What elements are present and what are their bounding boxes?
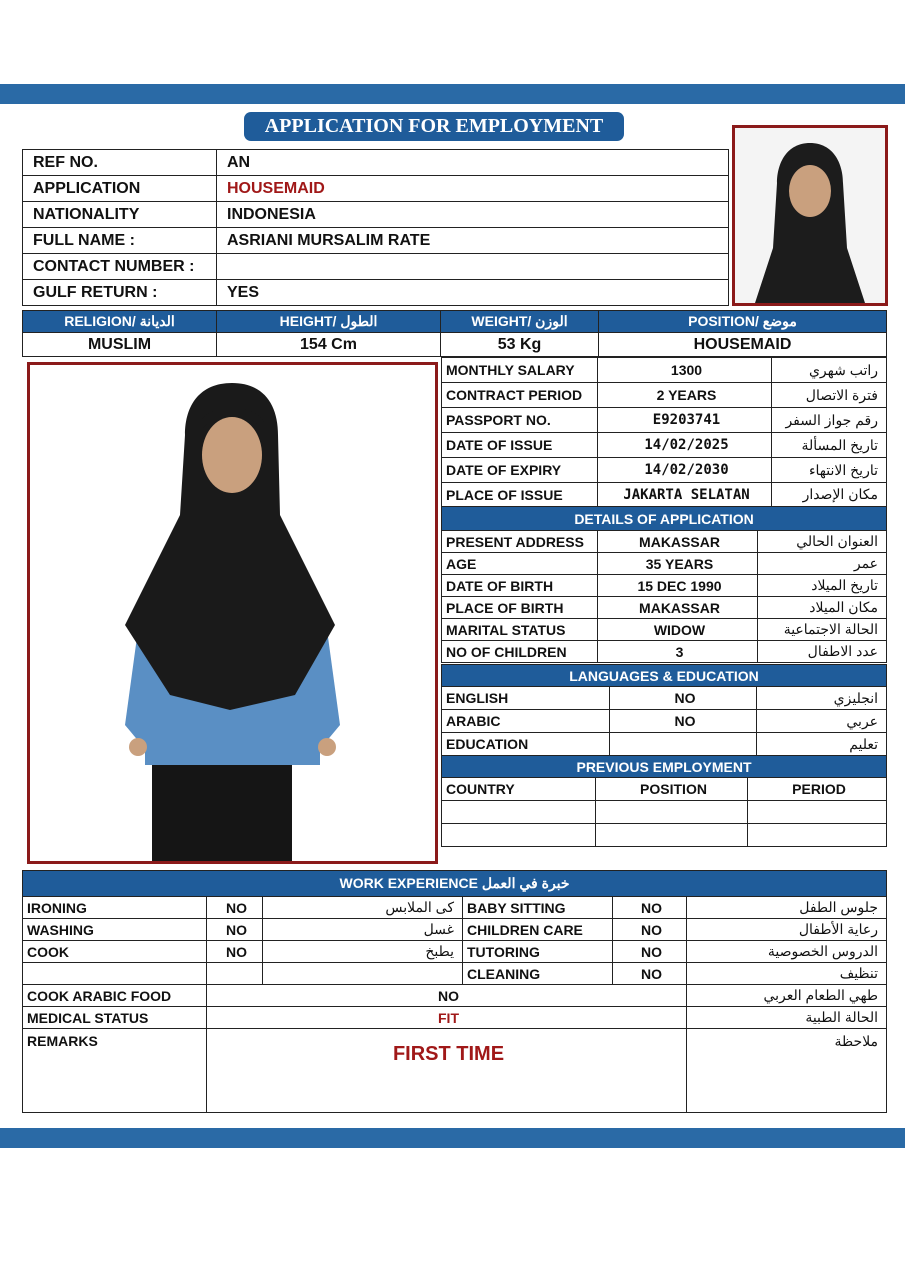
value: ASRIANI MURSALIM RATE [217,228,729,254]
label: DATE OF EXPIRY [442,458,598,483]
value: YES [217,280,729,306]
skill-label [23,963,207,985]
arabic-label: عدد الاطفال [758,641,887,663]
skill-label: COOK [23,941,207,963]
label: MARITAL STATUS [442,619,598,641]
contract-table [441,357,887,507]
arabic-label: رقم جواز السفر [772,408,887,433]
skill-label: BABY SITTING [463,897,613,919]
person-full-body-icon [30,365,435,861]
empty-cell [596,801,748,824]
arabic-label: عربي [757,710,887,733]
value: 14/02/2030 [598,458,772,483]
value: 14/02/2025 [598,433,772,458]
skill-value: NO [613,919,687,941]
label: DATE OF ISSUE [442,433,598,458]
form-title: APPLICATION FOR EMPLOYMENT [244,112,624,141]
value: MAKASSAR [598,597,758,619]
top-info-table [22,149,729,306]
skill-value: NO [207,897,263,919]
label: PASSPORT NO. [442,408,598,433]
previous-employment-title: PREVIOUS EMPLOYMENT [442,756,887,778]
position-value: HOUSEMAID [599,333,887,357]
label: DATE OF BIRTH [442,575,598,597]
skill-arabic [263,963,463,985]
label: PRESENT ADDRESS [442,531,598,553]
height-header: HEIGHT/ الطول [217,311,441,333]
skill-label: WASHING [23,919,207,941]
skill-arabic: رعاية الأطفال [687,919,887,941]
value: 15 DEC 1990 [598,575,758,597]
value: 2 YEARS [598,383,772,408]
medical-value: FIT [207,1007,687,1029]
empty-cell [442,824,596,847]
label: NATIONALITY [23,202,217,228]
height-value: 154 Cm [217,333,441,357]
value: E9203741 [598,408,772,433]
skill-value: NO [613,897,687,919]
arabic-label: راتب شهري [772,358,887,383]
skill-label: CLEANING [463,963,613,985]
value: MAKASSAR [598,531,758,553]
position-header: POSITION/ موضع [599,311,887,333]
label: GULF RETURN : [23,280,217,306]
value [610,733,757,756]
skill-value: NO [613,963,687,985]
value: INDONESIA [217,202,729,228]
empty-cell [442,801,596,824]
value: 3 [598,641,758,663]
value: NO [610,687,757,710]
languages-title: LANGUAGES & EDUCATION [442,665,887,687]
value: WIDOW [598,619,758,641]
label: CONTACT NUMBER : [23,254,217,280]
weight-header: WEIGHT/ الوزن [441,311,599,333]
remarks-arabic: ملاحظة [687,1029,887,1113]
label: PLACE OF ISSUE [442,483,598,507]
top-band [0,84,905,104]
label: AGE [442,553,598,575]
arabic-label: انجليزي [757,687,887,710]
skill-label: CHILDREN CARE [463,919,613,941]
languages-table [441,664,887,756]
skill-value: NO [207,941,263,963]
label: PLACE OF BIRTH [442,597,598,619]
label: APPLICATION [23,176,217,202]
portrait-photo-small [732,125,888,306]
period-header: PERIOD [748,778,887,801]
label: ARABIC [442,710,610,733]
skill-arabic: يطبخ [263,941,463,963]
skill-value: NO [207,919,263,941]
arabic-label: الحالة الاجتماعية [758,619,887,641]
position-header: POSITION [596,778,748,801]
skill-label: IRONING [23,897,207,919]
arabic-label: تاريخ المسألة [772,433,887,458]
value: JAKARTA SELATAN [598,483,772,507]
bottom-band [0,1128,905,1148]
label: CONTRACT PERIOD [442,383,598,408]
medical-arabic: الحالة الطبية [687,1007,887,1029]
summary-table [22,310,887,357]
skill-value: NO [613,941,687,963]
value: NO [610,710,757,733]
arabic-label: مكان الميلاد [758,597,887,619]
value: HOUSEMAID [217,176,729,202]
skill-label: TUTORING [463,941,613,963]
empty-cell [748,824,887,847]
skill-arabic: جلوس الطفل [687,897,887,919]
work-experience-table [22,870,887,1113]
medical-label: MEDICAL STATUS [23,1007,207,1029]
empty-cell [596,824,748,847]
remarks-label: REMARKS [23,1029,207,1113]
cook-arabic-label: COOK ARABIC FOOD [23,985,207,1007]
full-body-photo [27,362,438,864]
religion-value: MUSLIM [23,333,217,357]
skill-arabic: كى الملابس [263,897,463,919]
value: 1300 [598,358,772,383]
empty-cell [748,801,887,824]
skill-arabic: غسل [263,919,463,941]
label: NO OF CHILDREN [442,641,598,663]
details-title: DETAILS OF APPLICATION [442,507,887,531]
cook-arabic-arabic: طهي الطعام العربي [687,985,887,1007]
label: REF NO. [23,150,217,176]
value: 35 YEARS [598,553,758,575]
value [217,254,729,280]
label: FULL NAME : [23,228,217,254]
arabic-label: فترة الاتصال [772,383,887,408]
skill-arabic: الدروس الخصوصية [687,941,887,963]
arabic-label: تاريخ الميلاد [758,575,887,597]
arabic-label: عمر [758,553,887,575]
arabic-label: تاريخ الانتهاء [772,458,887,483]
arabic-label: مكان الإصدار [772,483,887,507]
label: ENGLISH [442,687,610,710]
arabic-label: تعليم [757,733,887,756]
label: EDUCATION [442,733,610,756]
arabic-label: العنوان الحالي [758,531,887,553]
weight-value: 53 Kg [441,333,599,357]
skill-arabic: تنظيف [687,963,887,985]
value: AN [217,150,729,176]
work-experience-title: WORK EXPERIENCE خبرة في العمل [23,871,887,897]
label: MONTHLY SALARY [442,358,598,383]
person-portrait-icon [735,128,885,303]
skill-value [207,963,263,985]
previous-employment-table [441,755,887,847]
cook-arabic-value: NO [207,985,687,1007]
remarks-value: FIRST TIME [207,1029,687,1113]
details-table [441,506,887,663]
country-header: COUNTRY [442,778,596,801]
religion-header: RELIGION/ الديانة [23,311,217,333]
